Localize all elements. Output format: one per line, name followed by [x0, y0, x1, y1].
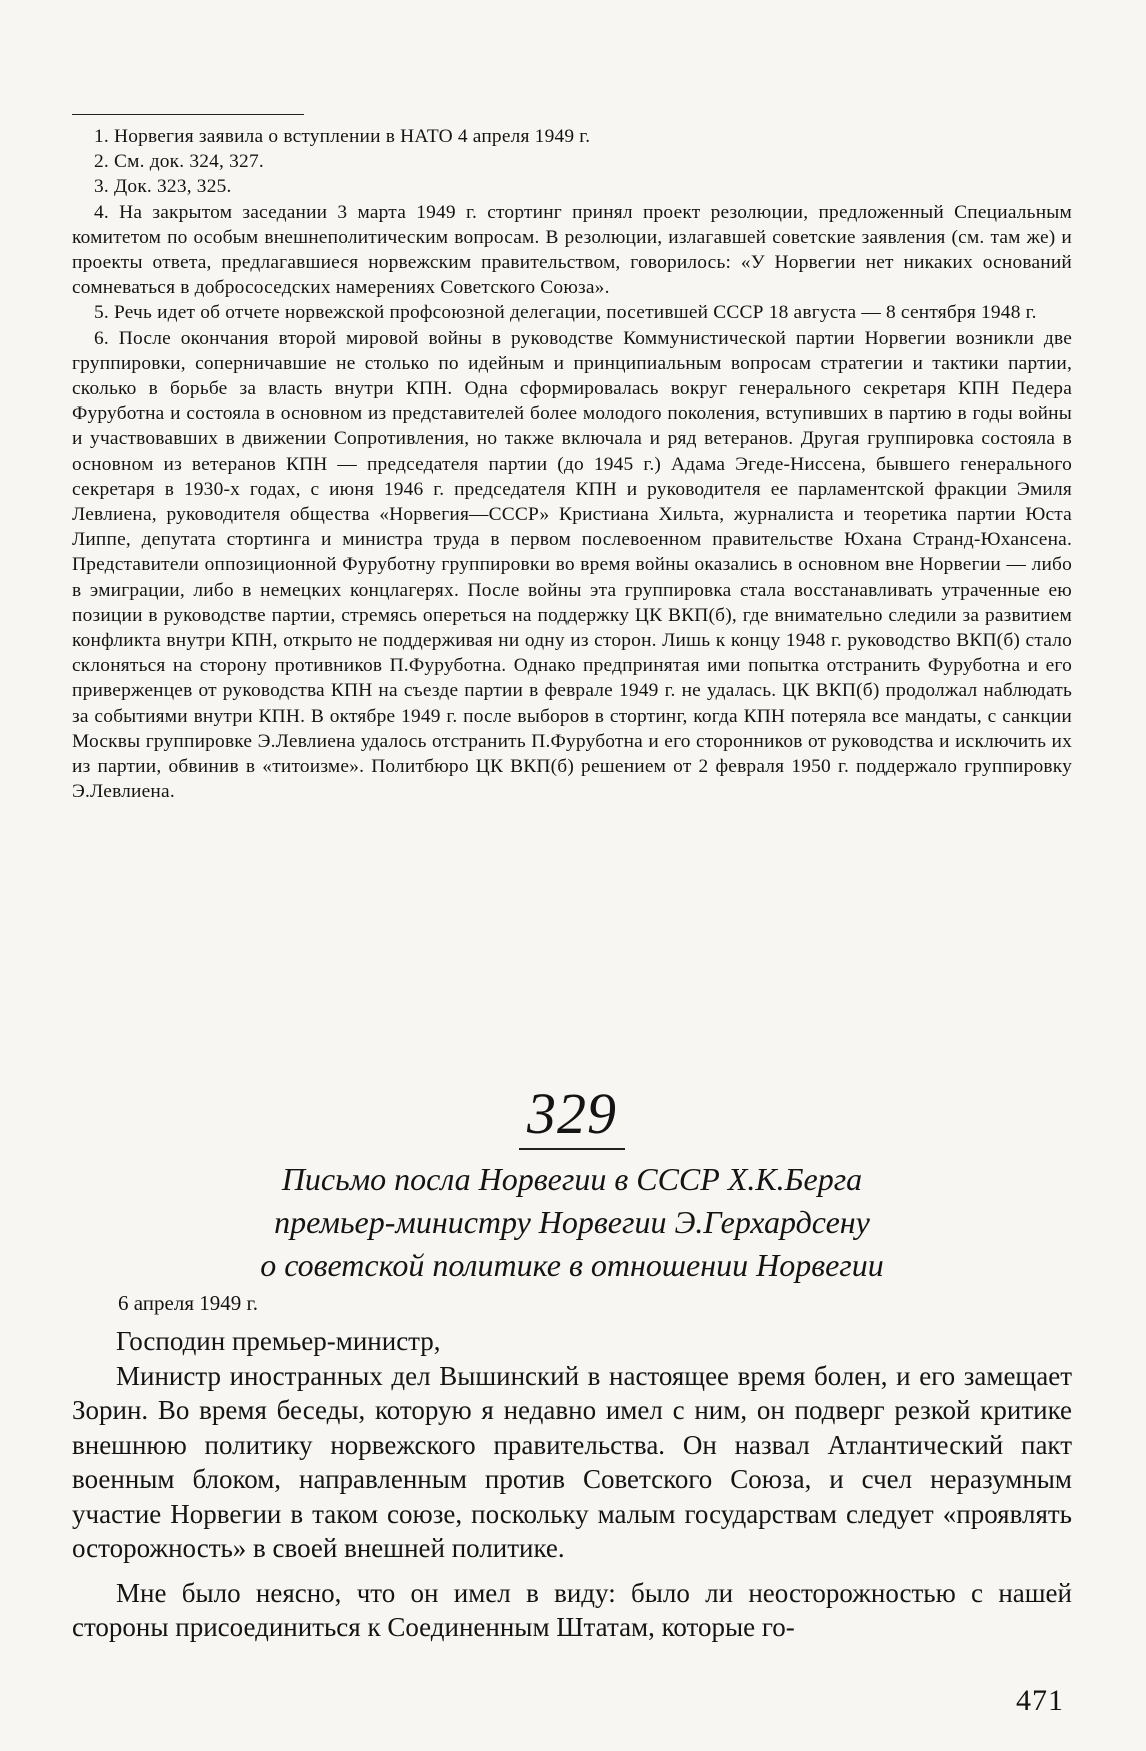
footnote-4: 4. На закрытом заседании 3 марта 1949 г. стортинг принял проект резолюции, предложенный Специальным комитетом по особым внешнеполитическим вопросам. В резолюции, излагавшей советские заявления (см. там же) и проекты ответа, предлагавшиеся норвежским правительством, говорилось: «У Норвегии нет никаких оснований сомневаться в добрососедских намерениях Советского Союза».	[72, 201, 1072, 299]
document-title-line-3: о советской политике в отношении Норвегии	[260, 1247, 884, 1283]
body-paragraph-1: Министр иностранных дел Вышинский в настоящее время болен, и его замещает Зорин. Во время беседы, которую я недавно имел с ним, он подверг резкой критике внешнюю политику норвежского правительства. Он назвал Атлантический пакт военным блоком, направленным против Советского Союза, и счел неразумным участие Норвегии в таком союзе, поскольку малым государствам следует «проявлять осторожность» в своей внешней политике.	[72, 1360, 1072, 1563]
letter-body	[72, 1324, 1072, 1645]
document-page	[72, 0, 1072, 1751]
footnote-separator	[72, 114, 304, 115]
document-title-line-2: премьер-министру Норвегии Э.Герхардсену	[274, 1204, 870, 1240]
footnotes	[72, 124, 1072, 804]
document-number: 329	[519, 1082, 625, 1150]
body-paragraph-2: Мне было неясно, что он имел в виду: было ли неосторожностью с нашей стороны присоединиться к Соединенным Штатам, которые го-	[72, 1577, 1072, 1642]
footnote-5: 5. Речь идет об отчете норвежской профсоюзной делегации, посетившей СССР 18 августа — 8 сентября 1948 г.	[94, 302, 1037, 324]
footnote-1: 1. Норвегия заявила о вступлении в НАТО 4 апреля 1949 г.	[94, 126, 591, 147]
document-number-block	[72, 1082, 1072, 1150]
page-number: 471	[1016, 1684, 1064, 1717]
document-title	[72, 1158, 1072, 1287]
footnote-3: 3. Док. 323, 325.	[94, 176, 232, 198]
document-title-line-1: Письмо посла Норвегии в СССР Х.К.Берга	[281, 1161, 863, 1197]
footnote-2: 2. См. док. 324, 327.	[94, 151, 264, 173]
document-date: 6 апреля 1949 г.	[118, 1291, 258, 1315]
footnote-6: 6. После окончания второй мировой войны в руководстве Коммунистической партии Норвегии возникли две группировки, соперничавшие не столько по идейным и принципиальным вопросам стратегии и тактики партии, сколько в борьбе за власть внутри КПН. Одна сформировалась вокруг генерального секретаря КПН Педера Фуруботна и состояла в основном из представителей более молодого поколения, вступивших в партию в годы войны и участвовавших в движении Сопротивления, но также включала и ряд ветеранов. Другая группировка состояла в основном из ветеранов КПН — председателя партии (до 1945 г.) Адама Эгеде-Ниссена, бывшего генерального секретаря в 1930-х годах, с июня 1946 г. председателя КПН и руководителя ее парламентской фракции Эмиля Левлиена, руководителя общества «Норвегия—СССР» Кристиана Хильта, журналиста и теоретика партии Юста Липпе, депутата стортинга и министра труда в первом послевоенном правительстве Юхана Странд-Юхансена. Представители оппозиционной Фуруботну группировки во время войны оказались в основном вне Норвегии — либо в эмиграции, либо в немецких концлагерях. После войны эта группировка стала восстанавливать утраченные ею позиции в руководстве партии, стремясь опереться на поддержку ЦК ВКП(б), где внимательно следили за развитием конфликта внутри КПН, открыто не поддерживая ни одну из сторон. Лишь к концу 1948 г. руководство ВКП(б) стало склоняться на сторону противников П.Фуруботна. Однако предпринятая ими попытка отстранить Фуруботна и его приверженцев от руководства КПН на съезде партии в феврале 1949 г. не удалась. ЦК ВКП(б) продолжал наблюдать за событиями внутри КПН. В октябре 1949 г. после выборов в стортинг, когда КПН потеряла все мандаты, с санкции Москвы группировке Э.Левлиена удалось отстранить П.Фуруботна и его сторонников от руководства и исключить их из партии, обвинив в «титоизме». Политбюро ЦК ВКП(б) решением от 2 февраля 1950 г. поддержало группировку Э.Левлиена.	[72, 327, 1072, 803]
salutation: Господин премьер-министр,	[116, 1326, 441, 1356]
